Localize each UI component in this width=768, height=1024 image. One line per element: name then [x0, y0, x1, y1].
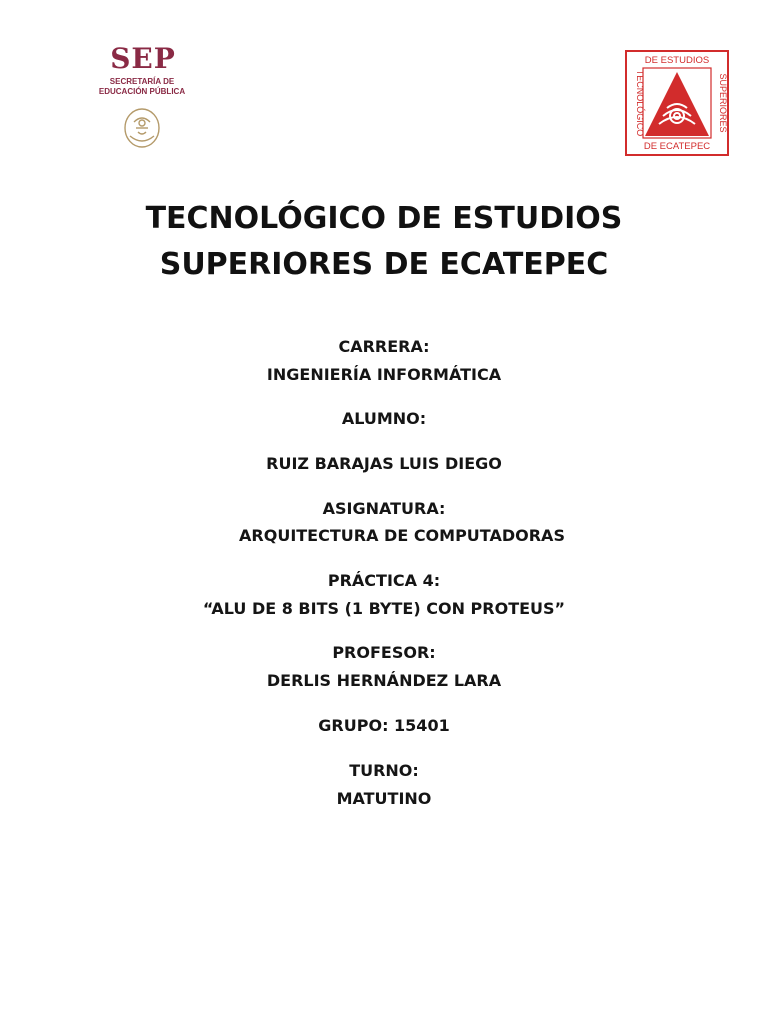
asignatura-label-block — [84, 495, 684, 523]
tese-text-left: TECNOLÓGICO — [635, 69, 645, 137]
tese-text-top: DE ESTUDIOS — [644, 55, 710, 66]
asignatura-value: ARQUITECTURA DE COMPUTADORAS — [239, 526, 565, 545]
carrera-label: CARRERA: — [338, 337, 430, 356]
profesor-block — [84, 639, 684, 695]
tese-text-right: SUPERIORES — [718, 73, 728, 133]
tese-emblem-icon — [625, 50, 729, 156]
turno-value: MATUTINO — [336, 789, 432, 808]
mexican-seal-icon — [110, 106, 174, 150]
tese-logo — [625, 50, 729, 156]
turno-block — [84, 757, 684, 813]
sep-subtitle-line1: SECRETARÍA DE — [109, 77, 175, 86]
sep-subtitle — [80, 77, 204, 97]
carrera-block — [84, 333, 684, 389]
alumno-label-block — [84, 405, 684, 433]
sep-wordmark: SEP — [110, 42, 176, 75]
asignatura-label: ASIGNATURA: — [322, 499, 446, 518]
profesor-value: DERLIS HERNÁNDEZ LARA — [266, 671, 502, 690]
alumno-label: ALUMNO: — [341, 409, 427, 428]
alumno-value: RUIZ BARAJAS LUIS DIEGO — [266, 454, 502, 473]
grupo-label: GRUPO: 15401 — [318, 716, 450, 735]
sep-subtitle-line2: EDUCACIÓN PÚBLICA — [98, 87, 186, 96]
alumno-value-block — [84, 450, 684, 478]
practica-label: PRÁCTICA 4: — [327, 571, 441, 590]
practica-block — [84, 567, 684, 623]
carrera-value: INGENIERÍA INFORMÁTICA — [266, 365, 502, 384]
title-line-1: TECNOLÓGICO DE ESTUDIOS — [145, 201, 623, 236]
grupo-block — [84, 712, 684, 740]
tese-text-bottom: DE ECATEPEC — [643, 141, 711, 152]
asignatura-value-block — [84, 522, 684, 550]
profesor-label: PROFESOR: — [332, 643, 436, 662]
turno-label: TURNO: — [349, 761, 419, 780]
practica-value: “ALU DE 8 BITS (1 BYTE) CON PROTEUS” — [202, 599, 566, 618]
sep-logo — [60, 30, 260, 150]
page-title — [80, 196, 688, 288]
title-line-2: SUPERIORES DE ECATEPEC — [159, 247, 609, 282]
